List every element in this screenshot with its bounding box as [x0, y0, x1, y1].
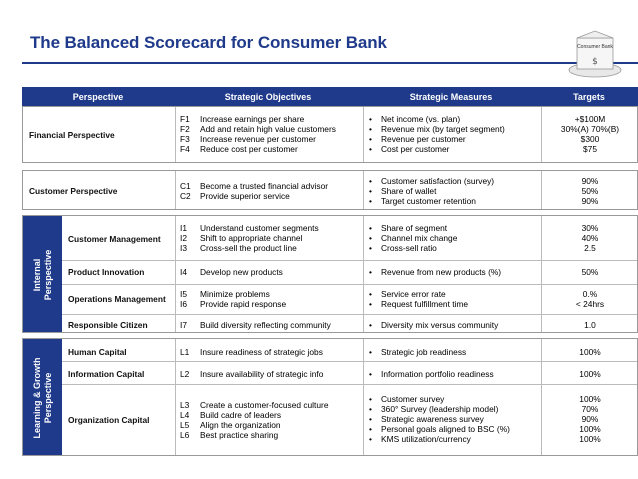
internal-row-targets: 1.0	[584, 320, 596, 330]
internal-row-label: Customer Management	[68, 234, 161, 244]
internal-band	[22, 215, 638, 333]
internal-row-label: Operations Management	[68, 294, 166, 304]
customer-measures: • Customer satisfaction (survey) • Share of wallet • Target customer retention	[369, 176, 494, 206]
learning-row-measures: • Customer survey • 360° Survey (leadership model) • Strategic awareness survey • Personal goals aligned to BSC (%) • KMS utilization/currency	[369, 394, 510, 444]
customer-targets: 90% 50% 90%	[581, 176, 599, 206]
learning-band	[22, 338, 638, 456]
header-perspective: Perspective	[72, 92, 124, 102]
learning-row-targets: 100% 70% 90% 100% 100%	[579, 394, 601, 444]
internal-side-label: Internal Perspective	[23, 216, 62, 333]
customer-label: Customer Perspective	[29, 186, 118, 196]
header-targets: Targets	[573, 92, 605, 102]
internal-row-objectives: I5 Minimize problems I6 Provide rapid response	[180, 289, 287, 309]
learning-row-label: Information Capital	[68, 369, 145, 379]
internal-row-label: Responsible Citizen	[68, 320, 148, 330]
customer-objectives: C1 Become a trusted financial advisor C2 Provide superior service	[180, 181, 329, 201]
page-title: The Balanced Scorecard for Consumer Bank	[30, 33, 387, 52]
learning-row-objectives: L3 Create a customer-focused culture L4 Build cadre of leaders L5 Align the organization L6 Best practice sharing	[180, 400, 329, 440]
financial-band	[22, 106, 638, 163]
internal-row-measures: • Share of segment • Channel mix change • Cross-sell ratio	[369, 223, 457, 253]
title-divider	[22, 62, 638, 64]
header-objectives: Strategic Objectives	[224, 92, 312, 102]
financial-measures: • Net income (vs. plan) • Revenue mix (by target segment) • Revenue per customer • Cost per customer	[369, 114, 505, 154]
learning-row-label: Human Capital	[68, 347, 127, 357]
learning-side-label: Learning & Growth Perspective	[23, 339, 62, 456]
financial-objectives: F1 Increase earnings per share F2 Add and retain high value customers F3 Increase revenue per customer F4 Reduce cost per customer	[180, 114, 336, 154]
learning-row-label: Organization Capital	[68, 415, 150, 425]
svg-text:$: $	[592, 57, 598, 67]
learning-row-measures: • Information portfolio readiness	[369, 369, 494, 379]
internal-row-targets: 0.% < 24hrs	[575, 289, 605, 309]
financial-label: Financial Perspective	[29, 130, 115, 140]
learning-row-targets: 100%	[579, 347, 601, 357]
logo-label: Consumer Bank	[577, 44, 613, 50]
internal-row-measures: • Service error rate • Request fulfillment time	[369, 289, 468, 309]
internal-row-objectives: I4 Develop new products	[180, 267, 283, 277]
internal-row-objectives: I7 Build diversity reflecting community	[180, 320, 331, 330]
internal-row-measures: • Revenue from new products (%)	[369, 267, 501, 277]
bank-building-icon	[568, 30, 630, 80]
learning-row-objectives: L1 Insure readiness of strategic jobs	[180, 347, 323, 357]
customer-band	[22, 170, 638, 210]
consumer-bank-logo	[568, 30, 630, 80]
internal-row-label: Product Innovation	[68, 267, 145, 277]
learning-row-objectives: L2 Insure availability of strategic info	[180, 369, 324, 379]
learning-row-measures: • Strategic job readiness	[369, 347, 466, 357]
financial-targets: +$100M 30%(A) 70%(B) $300 $75	[560, 114, 620, 154]
header-measures: Strategic Measures	[409, 92, 493, 102]
internal-row-targets: 50%	[581, 267, 599, 277]
internal-row-measures: • Diversity mix versus community	[369, 320, 498, 330]
learning-row-targets: 100%	[579, 369, 601, 379]
internal-row-objectives: I1 Understand customer segments I2 Shift to appropriate channel I3 Cross-sell the product line	[180, 223, 319, 253]
internal-row-targets: 30% 40% 2.5	[581, 223, 599, 253]
table-header	[22, 87, 638, 106]
